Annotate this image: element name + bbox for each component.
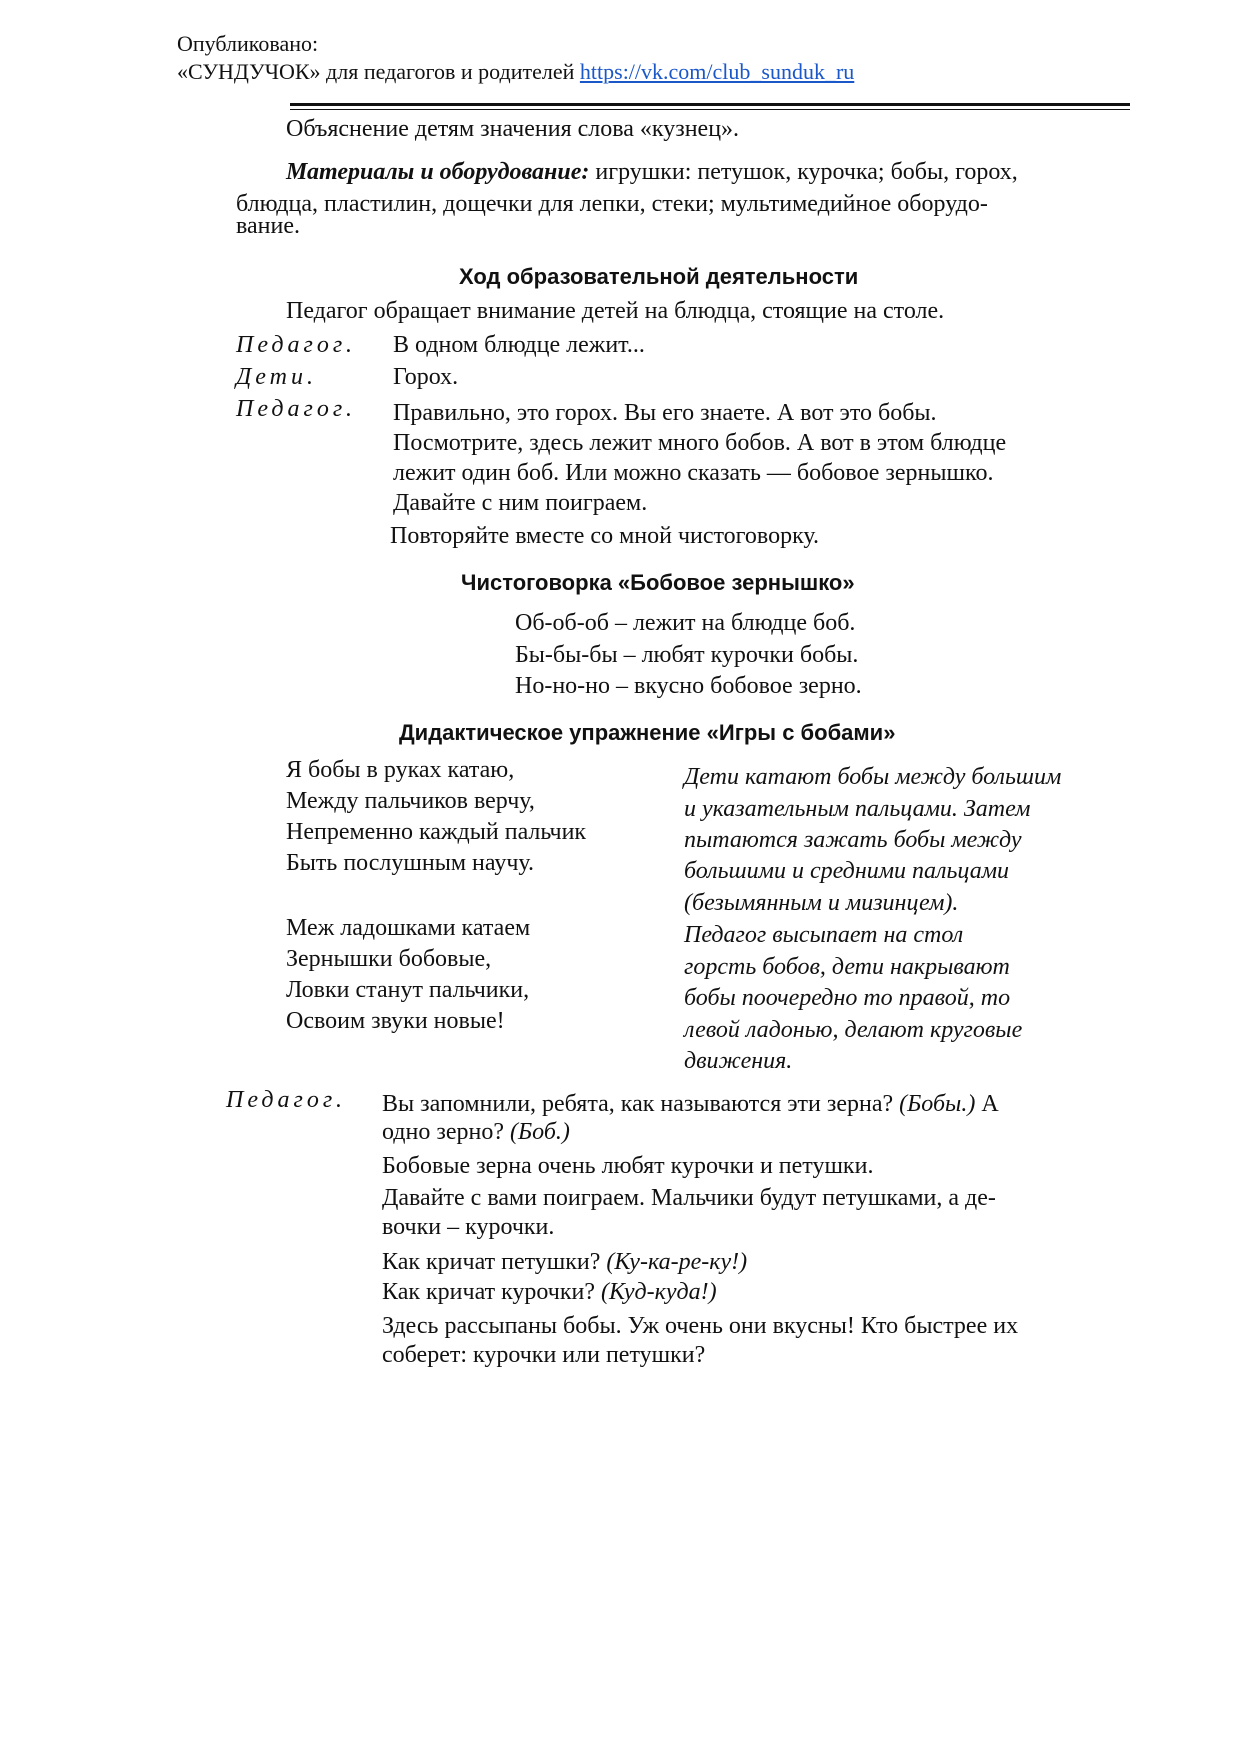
intro-line: Объяснение детям значения слова «кузнец». [286, 116, 740, 142]
verse-line: Я бобы в руках катаю, [286, 757, 515, 783]
dialog-line: Повторяйте вместе со мной чистоговорку. [390, 523, 820, 549]
verse-line: Ловки станут пальчики, [286, 977, 530, 1003]
materials-line-2: блюдца, пластилин, дощечки для лепки, стеки; мультимедийное оборудо- [236, 191, 988, 217]
answer-text: (Куд-куда!) [601, 1279, 717, 1305]
dialog-line: Горох. [393, 364, 459, 390]
materials-line-3: вание. [236, 213, 301, 239]
dialog-line: Правильно, это горох. Вы его знаете. А вот это бобы. [393, 400, 937, 426]
exercise-note: Дети катают бобы между большим [684, 764, 1062, 790]
top-rule-thin [290, 109, 1130, 110]
tongue-twister-heading: Чистоговорка «Бобовое зернышко» [461, 570, 855, 595]
question-text: одно зерно? [382, 1119, 510, 1145]
dialog-line [382, 1247, 747, 1277]
publisher-name: «СУНДУЧОК» для педагогов и родителей [177, 59, 580, 84]
tongue-twister-line: Но-но-но – вкусно бобовое зерно. [515, 673, 862, 699]
question-text: Как кричат курочки? [382, 1279, 602, 1305]
exercise-note: бобы поочередно то правой, то [684, 985, 1011, 1011]
materials-line [286, 157, 1018, 187]
speaker-teacher: Педагог. [236, 396, 356, 422]
dialog-line [382, 1117, 570, 1147]
materials-label: Материалы и оборудование: [286, 159, 590, 185]
dialog-line: В одном блюдце лежит... [393, 332, 645, 358]
publisher-link[interactable]: https://vk.com/club_sunduk_ru [579, 59, 855, 84]
section-heading: Ход образовательной деятельности [459, 264, 859, 289]
verse-line: Непременно каждый пальчик [286, 819, 587, 845]
exercise-note: (безымянным и мизинцем). [684, 890, 959, 916]
publisher-line [177, 58, 854, 86]
exercise-note: пытаются зажать бобы между [684, 827, 1022, 853]
verse-line: Меж ладошками катаем [286, 915, 531, 941]
exercise-note: и указательным пальцами. Затем [684, 796, 1031, 822]
top-rule-thick [290, 103, 1130, 106]
dialog-line: Давайте с вами поиграем. Мальчики будут петушками, а де- [382, 1185, 996, 1211]
published-label: Опубликовано: [177, 31, 319, 56]
question-text: А [975, 1091, 999, 1117]
question-text: Вы запомнили, ребята, как называются эти зерна? [382, 1091, 900, 1117]
speaker-teacher: Педагог. [236, 332, 356, 358]
answer-text: (Бобы.) [899, 1091, 976, 1117]
exercise-note: движения. [684, 1048, 793, 1074]
dialog-line: Посмотрите, здесь лежит много бобов. А вот в этом блюдце [393, 430, 1007, 456]
dialog-line: вочки – курочки. [382, 1214, 555, 1240]
speaker-teacher: Педагог. [226, 1087, 346, 1113]
verse-line: Освоим звуки новые! [286, 1008, 505, 1034]
exercise-heading: Дидактическое упражнение «Игры с бобами» [399, 720, 896, 745]
verse-line: Зернышки бобовые, [286, 946, 492, 972]
exercise-note: Педагог высыпает на стол [684, 922, 964, 948]
verse-line: Быть послушным научу. [286, 850, 534, 876]
answer-text: (Ку-ка-ре-ку!) [606, 1249, 748, 1275]
tongue-twister-line: Бы-бы-бы – любят курочки бобы. [515, 642, 859, 668]
materials-text: игрушки: петушок, курочка; бобы, горох, [589, 159, 1018, 185]
dialog-line: лежит один боб. Или можно сказать — бобовое зернышко. [393, 460, 994, 486]
exercise-note: левой ладонью, делают круговые [684, 1017, 1023, 1043]
tongue-twister-line: Об-об-об – лежит на блюдце боб. [515, 610, 856, 636]
dialog-line [382, 1089, 999, 1119]
dialog-line [382, 1277, 717, 1307]
dialog-line: соберет: курочки или петушки? [382, 1342, 706, 1368]
answer-text: (Боб.) [510, 1119, 570, 1145]
exercise-note: горсть бобов, дети накрывают [684, 954, 1010, 980]
dialog-line: Давайте с ним поиграем. [393, 490, 648, 516]
verse-line: Между пальчиков верчу, [286, 788, 535, 814]
question-text: Как кричат петушки? [382, 1249, 607, 1275]
speaker-children: Дети. [236, 364, 317, 390]
section-intro: Педагог обращает внимание детей на блюдца, стоящие на столе. [286, 298, 945, 324]
exercise-note: большими и средними пальцами [684, 858, 1010, 884]
dialog-line: Здесь рассыпаны бобы. Уж очень они вкусны! Кто быстрее их [382, 1313, 1019, 1339]
dialog-line: Бобовые зерна очень любят курочки и петушки. [382, 1153, 874, 1179]
